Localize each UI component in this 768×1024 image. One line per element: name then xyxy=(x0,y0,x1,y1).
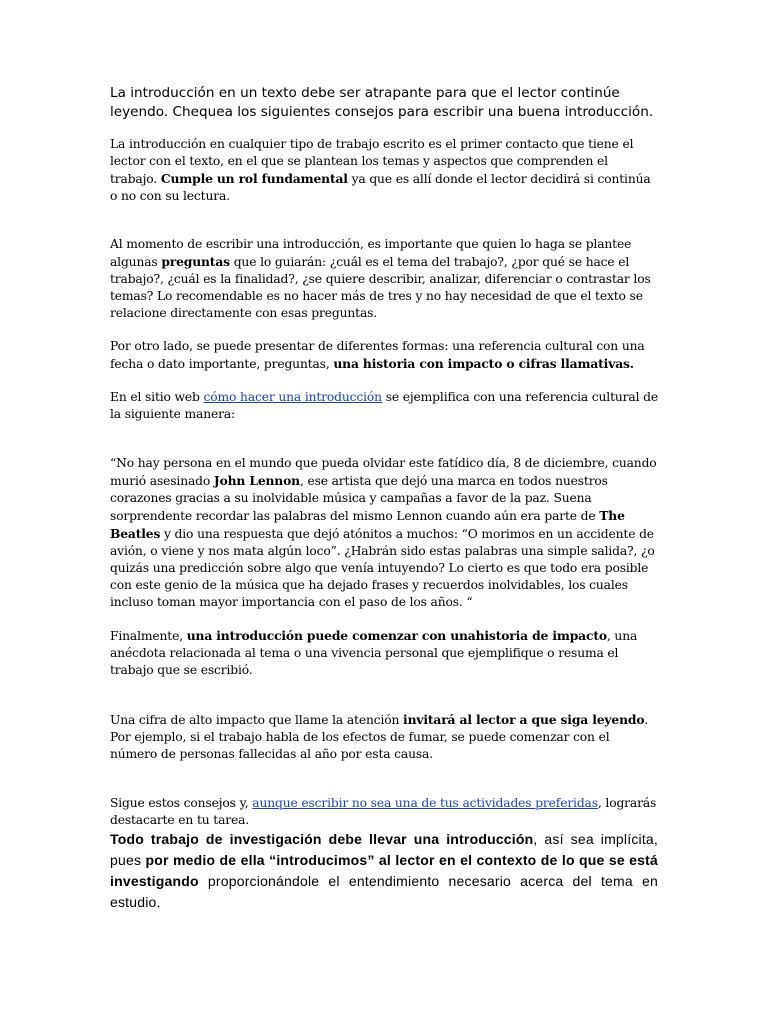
paragraph-advice xyxy=(110,795,658,829)
text-run: , una anécdota relacionada al tema o una vivencia personal que ejemplifique o resuma el trabajo que se escribió. xyxy=(110,629,638,677)
paragraph-figure xyxy=(110,711,658,763)
text-run: proporcionándole el entendimiento necesario acerca del tema en estudio. xyxy=(110,873,658,910)
text-run: Por otro lado, se puede presentar de diferentes formas: una referencia cultural con una fecha o dato importante, preguntas, xyxy=(110,339,645,371)
bold-run: preguntas xyxy=(161,254,230,269)
bold-run: John Lennon xyxy=(213,473,300,488)
text-run: , lograrás destacarte en tu tarea. xyxy=(110,796,657,827)
text-run: que lo guiarán: ¿cuál es el tema del trabajo?, ¿por qué se hace el trabajo?, ¿cuál es la finalidad?, ¿se quiere describir, analizar, diferenciar o contrastar los temas? Lo recomendable es no hacer más de tres y no hay necesidad de que el texto se relacione directamente con esas preguntas. xyxy=(110,255,651,320)
text-run: , así sea implícita, pues xyxy=(110,831,658,868)
lead-paragraph: La introducción en un texto debe ser atrapante para que el lector continúe leyendo. Chequea los siguientes consejos para escribir una buena introducción. xyxy=(110,85,654,120)
paragraph-website xyxy=(110,389,658,423)
paragraph-forms xyxy=(110,338,658,373)
paragraph-role xyxy=(110,136,658,205)
paragraph-questions xyxy=(110,236,658,322)
bold-run: Cumple un rol fundamental xyxy=(160,171,348,186)
text-run: . Por ejemplo, si el trabajo habla de los efectos de fumar, se puede comenzar con el número de personas fallecidas al año por esta causa. xyxy=(110,713,649,761)
link-como-hacer-introduccion[interactable]: cómo hacer una introducción xyxy=(203,390,382,404)
bold-run: The Beatles xyxy=(110,508,625,541)
document-page xyxy=(110,84,658,913)
paragraph-finally xyxy=(110,627,658,679)
paragraph-research xyxy=(110,829,658,913)
bold-run: por medio de ella “introducimos” al lector en el contexto de lo que se está investigando xyxy=(110,852,658,889)
bold-run: una introducción puede comenzar con unahistoria de impacto xyxy=(186,628,607,643)
bold-run: Todo trabajo de investigación debe llevar una introducción xyxy=(110,831,534,847)
text-run: Finalmente, xyxy=(110,629,187,643)
text-run: En el sitio web xyxy=(110,390,204,404)
link-actividades-preferidas[interactable]: aunque escribir no sea una de tus actividades preferidas xyxy=(252,796,598,810)
text-run: Una cifra de alto impacto que llame la atención xyxy=(110,713,404,727)
text-run: “No hay persona en el mundo que pueda olvidar este fatídico día, 8 de diciembre, cuando murió asesinado xyxy=(110,456,657,488)
text-run: ya que es allí donde el lector decidirá si continúa o no con su lectura. xyxy=(110,172,651,203)
quote-paragraph xyxy=(110,455,658,611)
text-run: , ese artista que dejó una marca en todos nuestros corazones gracias a su inolvidable música y campañas a favor de la paz. Suena sorprendente recordar las palabras del mismo Lennon cuando aún era parte de xyxy=(110,474,608,523)
text-run: La introducción en cualquier tipo de trabajo escrito es el primer contacto que tiene el lector con el texto, en el que se plantean los temas y aspectos que comprenden el trabajo. xyxy=(110,137,634,186)
text-run: Sigue estos consejos y, xyxy=(110,796,253,810)
bold-run: una historia con impacto o cifras llamativas. xyxy=(333,356,634,371)
text-run: Al momento de escribir una introducción, es importante que quien lo haga se plantee algunas xyxy=(110,237,632,269)
text-run: se ejemplifica con una referencia cultural de la siguiente manera: xyxy=(110,390,658,421)
text-run: y dio una respuesta que dejó atónitos a muchos: “O morimos en un accidente de avión, o viene y nos mata algún loco”. ¿Habrán sido estas palabras una simple salida?, ¿o quizás una predicción sobre algo que venía intuyendo? Lo cierto es que todo era posible con este genio de la música que ha dejado frases y recuerdos inolvidables, los cuales incluso toman mayor importancia con el paso de los años. “ xyxy=(110,527,655,609)
bold-run: invitará al lector a que siga leyendo xyxy=(403,712,645,727)
